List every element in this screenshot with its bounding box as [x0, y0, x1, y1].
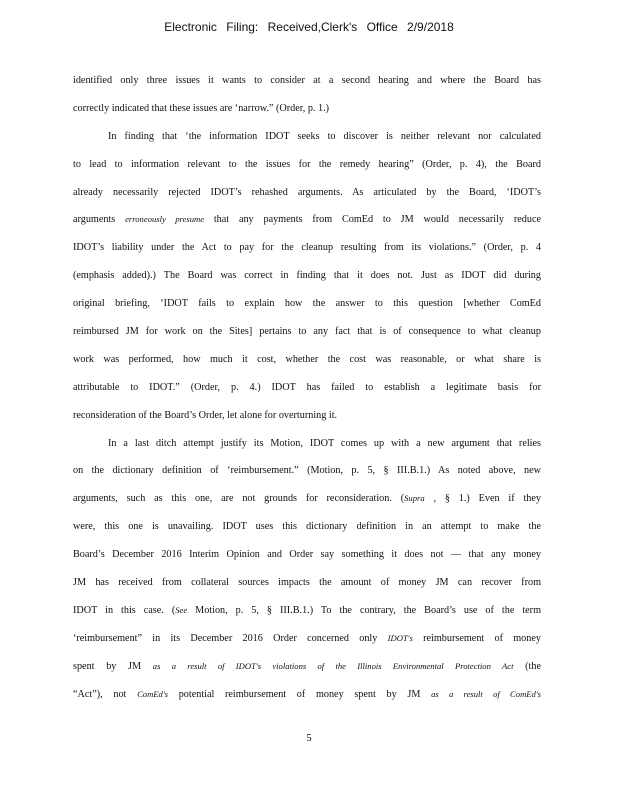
- text-line: In finding that ‘the information IDOT seeks to discover is neither relevant nor calculated: [108, 130, 541, 142]
- page-number: 5: [306, 733, 312, 744]
- text-line: to lead to information relevant to the issues for the remedy hearing” (Order, p. 4), the Board: [73, 158, 541, 170]
- text-line: “Act”), not ComEd's potential reimbursement of money spent by JM as a result of ComEd's: [73, 688, 541, 700]
- text-line: JM has received from collateral sources impacts the amount of money JM can recover from: [73, 577, 541, 589]
- text-line: already necessarily rejected IDOT’s rehashed arguments. As articulated by the Board, ‘IDOT’s: [73, 186, 541, 198]
- text-line: ‘reimbursement” in its December 2016 Order concerned only IDOT's reimbursement of money: [73, 632, 541, 644]
- text-line: work was performed, how much it cost, whether the cost was reasonable, or what share is: [73, 353, 541, 365]
- text-line: were, this one is unavailing. IDOT uses this dictionary definition in an attempt to make the: [73, 521, 541, 533]
- text-line: In a last ditch attempt justify its Motion, IDOT comes up with a new argument that relies: [108, 437, 541, 449]
- text-line: spent by JM as a result of IDOT's violations of the Illinois Environmental Protection Act (the: [73, 660, 541, 672]
- text-line: arguments, such as this one, are not grounds for reconsideration. (Supra , § 1.) Even if they: [73, 493, 541, 505]
- text-line: IDOT’s liability under the Act to pay for the cleanup resulting from its violations.” (Order, p. 4: [73, 242, 541, 254]
- text-line: attributable to IDOT.” (Order, p. 4.) IDOT has failed to establish a legitimate basis for: [73, 381, 541, 393]
- text-line: arguments erroneously presume that any payments from ComEd to JM would necessarily reduce: [73, 214, 541, 226]
- text-line: identified only three issues it wants to consider at a second hearing and where the Board has: [73, 75, 541, 86]
- text-line: reconsideration of the Board’s Order, let alone for overturning it.: [73, 409, 338, 421]
- filing-header: Electronic Filing: Received,Clerk's Office 2/9/2018: [164, 20, 454, 34]
- body-text: [73, 67, 541, 708]
- text-line: IDOT in this case. (See Motion, p. 5, § III.B.1.) To the contrary, the Board’s use of the term: [73, 604, 541, 616]
- text-line: on the dictionary definition of ‘reimbursement.” (Motion, p. 5, § III.B.1.) As noted above, new: [73, 465, 541, 477]
- paragraph: [73, 67, 541, 123]
- text-line: reimbursed JM for work on the Sites] pertains to any fact that is of consequence to what cleanup: [73, 326, 541, 338]
- paragraph: [73, 123, 541, 430]
- text-line: correctly indicated that these issues are ‘narrow.” (Order, p. 1.): [73, 102, 330, 114]
- text-line: (emphasis added).) The Board was correct in finding that it does not. Just as IDOT did during: [73, 270, 541, 282]
- text-line: original briefing, ‘IDOT fails to explain how the answer to this question [whether ComEd: [73, 298, 541, 310]
- paragraph: [73, 430, 541, 709]
- text-line: Board’s December 2016 Interim Opinion and Order say something it does not — that any money: [73, 549, 541, 561]
